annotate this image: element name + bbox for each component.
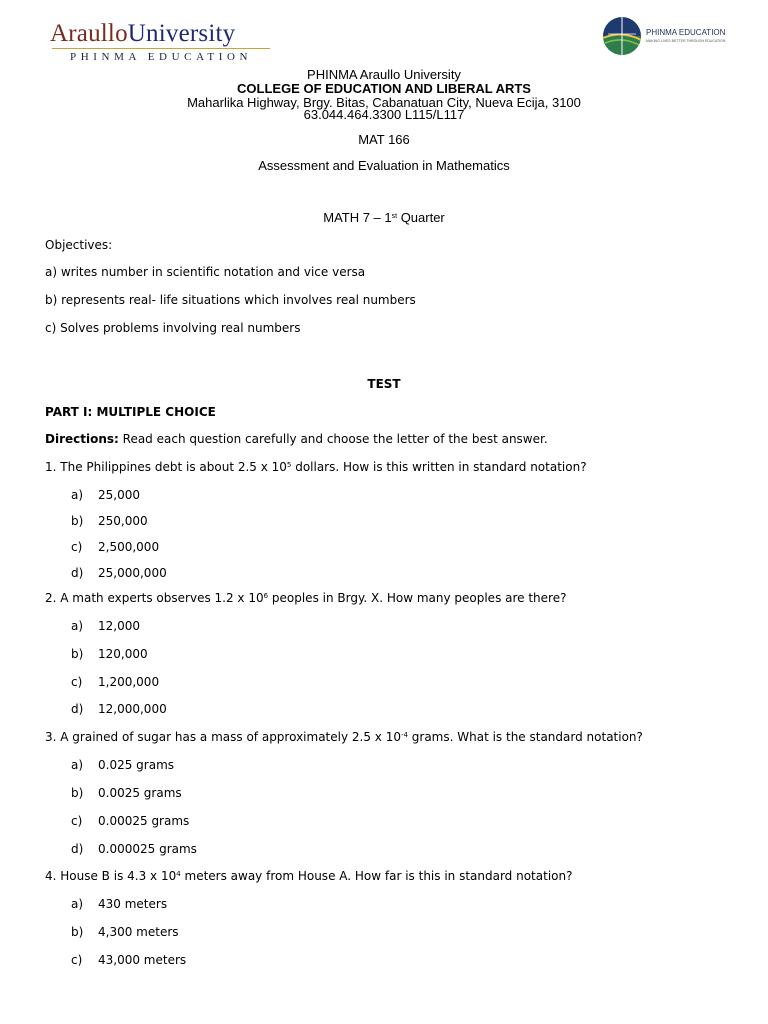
logo-wordmark (50, 20, 235, 48)
quarter-heading (0, 211, 768, 224)
option-text: 0.0025 grams (98, 786, 182, 800)
option-letter: c) (71, 814, 83, 828)
course-title: Assessment and Evaluation in Mathematics (258, 158, 510, 173)
answer-option (0, 953, 400, 967)
logo-divider (52, 48, 270, 49)
university-name: PHINMA Araullo University (307, 67, 461, 82)
option-text: 120,000 (98, 647, 148, 661)
directions (45, 432, 548, 446)
logo-word-university: University (127, 20, 236, 47)
option-text: 250,000 (98, 514, 148, 528)
answer-option (0, 786, 400, 800)
part-heading: PART I: MULTIPLE CHOICE (45, 405, 216, 419)
option-text: 25,000 (98, 488, 140, 502)
option-text: 0.00025 grams (98, 814, 190, 828)
college-name: COLLEGE OF EDUCATION AND LIBERAL ARTS (237, 81, 531, 96)
question-text: 2. A math experts observes 1.2 x 10 (45, 591, 264, 605)
exponent: -4 (400, 731, 408, 739)
question-4 (45, 869, 572, 883)
question-text: 3. A grained of sugar has a mass of approximately 2.5 x 10 (45, 730, 401, 744)
option-text: 12,000,000 (98, 702, 167, 716)
quarter-prefix: MATH 7 – 1 (323, 210, 392, 225)
answer-option (0, 566, 400, 580)
address: Maharlika Highway, Brgy. Bitas, Cabanatuan City, Nueva Ecija, 3100 (187, 95, 581, 110)
answer-option (0, 758, 400, 772)
option-letter: d) (71, 842, 84, 856)
exponent: 5 (286, 461, 292, 469)
course-code: MAT 166 (358, 132, 410, 147)
option-letter: c) (71, 675, 83, 689)
option-letter: c) (71, 953, 83, 967)
option-text: 25,000,000 (98, 566, 167, 580)
option-letter: b) (71, 925, 84, 939)
test-title: TEST (367, 377, 401, 391)
directions-text: Read each question carefully and choose the letter of the best answer. (118, 432, 548, 446)
option-letter: b) (71, 786, 84, 800)
option-text: 4,300 meters (98, 925, 179, 939)
exponent: 6 (263, 592, 269, 600)
answer-option (0, 488, 400, 502)
option-letter: a) (71, 488, 84, 502)
answer-option (0, 619, 400, 633)
option-text: 1,200,000 (98, 675, 160, 689)
logo-right-tagline: MAKING LIVES BETTER THROUGH EDUCATION (646, 39, 726, 43)
question-1 (45, 460, 587, 474)
option-letter: a) (71, 897, 84, 911)
option-text: 430 meters (98, 897, 168, 911)
answer-option (0, 540, 400, 554)
answer-option (0, 675, 400, 689)
objective-item: b) represents real- life situations which involves real numbers (45, 293, 416, 307)
option-letter: d) (71, 702, 84, 716)
phone-number: 63.044.464.3300 L115/L117 (303, 107, 465, 122)
question-text: 4. House B is 4.3 x 10 (45, 869, 177, 883)
question-3 (45, 730, 643, 744)
question-text: meters away from House A. How far is this in standard notation? (180, 869, 573, 883)
exponent: 4 (176, 870, 181, 878)
answer-option (0, 925, 400, 939)
answer-option (0, 702, 400, 716)
option-text: 12,000 (98, 619, 140, 633)
logo-right-name: PHINMA EDUCATION (646, 28, 726, 37)
phinma-education-logo (602, 12, 727, 62)
answer-option (0, 842, 400, 856)
quarter-sup: st (391, 213, 398, 220)
answer-option (0, 647, 400, 661)
option-letter: b) (71, 647, 84, 661)
question-2 (45, 591, 566, 605)
option-letter: d) (71, 566, 84, 580)
option-letter: c) (71, 540, 83, 554)
objective-item: a) writes number in scientific notation and vice versa (45, 265, 366, 279)
quarter-suffix: Quarter (397, 210, 445, 225)
option-text: 0.000025 grams (98, 842, 197, 856)
directions-label: Directions: (45, 432, 119, 446)
option-text: 43,000 meters (98, 953, 187, 967)
phinma-emblem-icon (602, 12, 644, 62)
question-text: grams. What is the standard notation? (407, 730, 643, 744)
objective-item: c) Solves problems involving real numbers (45, 321, 301, 335)
answer-option (0, 814, 400, 828)
option-text: 0.025 grams (98, 758, 175, 772)
option-letter: a) (71, 758, 84, 772)
answer-option (0, 514, 400, 528)
question-text: 1. The Philippines debt is about 2.5 x 10 (45, 460, 287, 474)
logo-subtitle: PHINMA EDUCATION (70, 51, 253, 63)
option-letter: a) (71, 619, 84, 633)
option-letter: b) (71, 514, 84, 528)
araullo-university-logo (50, 18, 272, 64)
objectives-heading: Objectives: (45, 238, 113, 252)
answer-option (0, 897, 400, 911)
question-text: peoples in Brgy. X. How many peoples are there? (268, 591, 567, 605)
option-text: 2,500,000 (98, 540, 160, 554)
question-text: dollars. How is this written in standard notation? (291, 460, 587, 474)
logo-word-araullo: Araullo (50, 20, 128, 47)
